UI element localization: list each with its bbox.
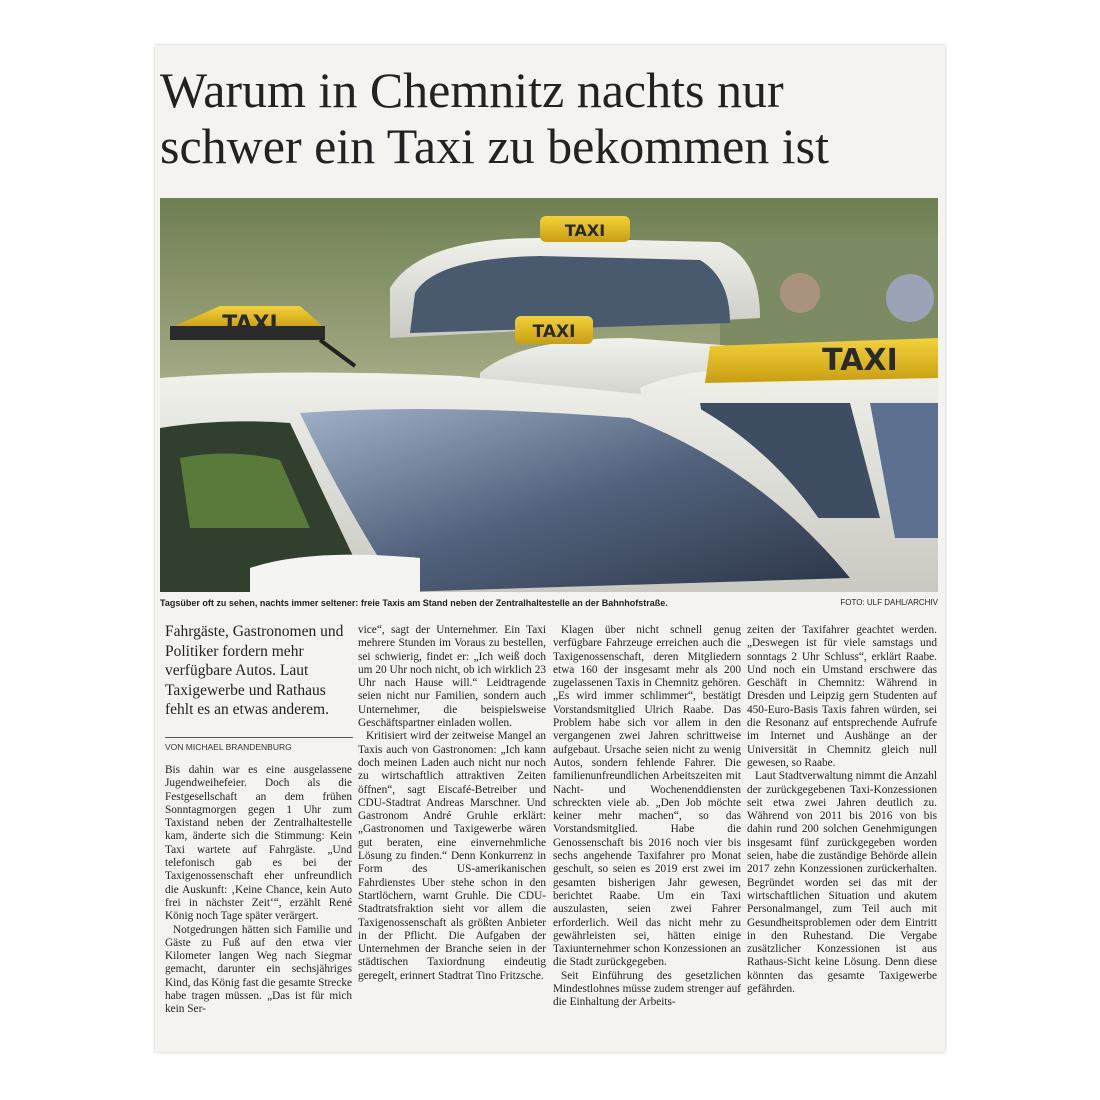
headline-line-1: Warum in Chemnitz nachts nur: [160, 62, 784, 118]
paragraph: Notgedrungen hätten sich Familie und Gäste zu Fuß auf den etwa vier Kilometer langen Weg nach Siegmar gemacht, darunter ein sechsjähriges Kind, das König fast die gesamte Strecke habe tragen müssen. „Das ist für mich kein Ser-: [165, 923, 352, 1016]
taxi-photo-illustration: [160, 198, 938, 592]
taxi-sign-label: TAXI: [564, 221, 606, 240]
taxi-sign-label: TAXI: [532, 322, 576, 342]
intro-text: Fahrgäste, Gastronomen und Politiker fordern mehr verfügbare Autos. Laut Taxigewerbe und Rathaus fehlt es an etwas anderem.: [165, 623, 344, 718]
paragraph: vice“, sagt der Unternehmer. Ein Taxi mehrere Stunden im Voraus zu bestellen, sei schwierig, findet er: „Ich weiß doch um 20 Uhr noch nicht, ob ich wirklich 23 Uhr nach Hause will.“ Leidtragende seien nicht nur Familien, sondern auch Unternehmer, die beispielsweise Geschäftspartner einladen wollen.: [358, 624, 546, 730]
paragraph: zeiten der Taxifahrer geachtet werden. „Deswegen ist für viele samstags und sonntags 2 Uhr Schluss“, erklärt Raabe. Und noch ein Umstand erschwere das Geschäft in Chemnitz: Während in Dresden und Leipzig gern Studenten auf 450-Euro-Basis Taxis fahren würden, sei die Resonanz auf entsprechende Aufrufe im Internet und Aushänge an der Universität in Chemnitz gleich null gewesen, so Raabe.: [747, 624, 937, 769]
photo-caption: [160, 598, 938, 608]
author-byline: VON MICHAEL BRANDENBURG: [165, 742, 292, 752]
photo-credit: FOTO: ULF DAHL/ARCHIV: [840, 598, 938, 607]
paragraph: Laut Stadtverwaltung nimmt die Anzahl der zurückgegebenen Taxi-Konzessionen seit etwa zwei Jahren deutlich zu. Während von 2011 bis 2016 von bis dahin rund 200 solchen Genehmigungen insgesamt fünf zurückgegeben worden seien, habe die zuständige Behörde allein 2017 zehn Konzessionen zurückerhalten. Begründet worden sei das mit der wirtschaftlichen Situation und akutem Personalmangel, zum Teil auch mit Gesundheitsproblemen oder dem Eintritt in den Ruhestand. Die Vergabe zusätzlicher Konzessionen ist aus Rathaus-Sicht keine Lösung. Denn diese könnten das gesamte Taxigewerbe gefährden.: [747, 770, 937, 996]
taxi-sign-label: TAXI: [222, 312, 278, 337]
headline-line-2: schwer ein Taxi zu bekommen ist: [160, 118, 830, 174]
paragraph: Bis dahin war es eine ausgelassene Jugendweihefeier. Doch als die Festgesellschaft an dem frühen Sonntagmorgen gegen 1 Uhr zum Taxistand neben der Zentralhaltestelle kam, änderte sich die Stimmung: Kein Taxi wartete auf Fahrgäste. „Und telefonisch gab es bei der Taxigenossenschaft eher unfreundlich die Auskunft: ‚Keine Chance, kein Auto frei in nächster Zeit‘“, erzählt René König noch Tage später verärgert.: [165, 764, 352, 923]
article-column-1: [165, 764, 352, 1017]
headline: [160, 62, 940, 174]
paragraph: Kritisiert wird der zeitweise Mangel an Taxis auch von Gastronomen: „Ich kann doch meinen Laden auch nicht nur noch zu wirtschaftlich attraktiven Zeiten öffnen“, sagt Eiscafé-Betreiber und CDU-Stadtrat Andreas Marschner. Und Gastronom André Gruhle erklärt: „Gastronomen und Taxigewerbe wären gut beraten, eine einvernehmliche Lösung zu finden.“ Denn Konkurrenz in Form des US-amerikanischen Fahrdienstes Uber stehe schon in den Startlöchern, warnt Gruhle. Die CDU-Stadtratsfraktion sieht vor allem die Taxigenossenschaft als größten Anbieter in der Pflicht. Die Aufgaben der Unternehmen der Branche seien in der städtischen Taxiordnung eindeutig geregelt, erinnert Stadtrat Tino Fritzsche.: [358, 730, 546, 982]
article-column-4: [747, 624, 937, 996]
paragraph: Seit Einführung des gesetzlichen Mindestlohnes müsse zudem strenger auf die Einhaltung der Arbeits-: [553, 969, 741, 1009]
taxi-sign-label: TAXI: [822, 343, 898, 378]
paragraph: Klagen über nicht schnell genug verfügbare Fahrzeuge erreichen auch die Taxigenossenschaft, deren Mitgliedern etwa 160 der insgesamt mehr als 200 zugelassenen Taxis in Chemnitz gehören. „Es wird immer schlimmer“, bestätigt Vorstandsmitglied Ulrich Raabe. Das Problem habe sich vor allem in den vergangenen zwei Jahren schrittweise aufgebaut. Ursache seien nicht zu wenig Autos, sondern fehlende Fahrer. Die familienunfreundlichen Arbeitszeiten mit Nacht- und Wochenenddiensten schreckten viele ab. „Den Job möchte keiner mehr machen“, so das Vorstandsmitglied. Habe die Genossenschaft bis 2016 noch vier bis sechs angehende Taxifahrer pro Monat geschult, so seien es 2019 erst zwei im gesamten bisherigen Jahr gewesen, berichtet Raabe. Um ein Taxi auszulasten, seien zwei Fahrer erforderlich. Weil das nicht mehr zu gewährleisten sei, hätten einige Taxiunternehmer schon Konzessionen an die Stadt zurückgegeben.: [553, 624, 741, 969]
article-column-3: [553, 624, 741, 1010]
article-column-2: [358, 624, 546, 983]
taxi-photo: [160, 198, 938, 592]
intro-teaser: [165, 622, 353, 720]
caption-text: Tagsüber oft zu sehen, nachts immer seltener: freie Taxis am Stand neben der Zentralhaltestelle an der Bahnhofstraße.: [160, 598, 668, 608]
divider: [165, 737, 353, 738]
